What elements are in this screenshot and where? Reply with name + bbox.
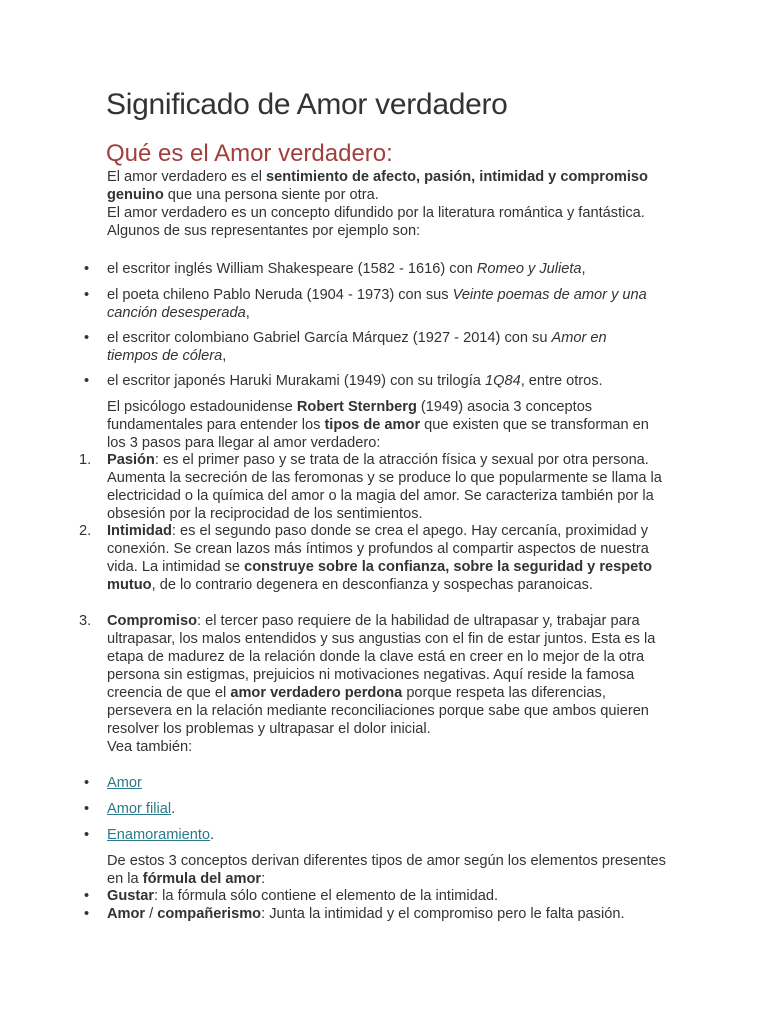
item-text-end: , entre otros. (520, 373, 603, 389)
page-title: Significado de Amor verdadero (106, 88, 508, 121)
author-name: Robert Sternberg (296, 399, 417, 415)
step-text: : es el primer paso y se trata de la atracción física y sexual por otra persona. Aumenta la secreción de las feromonas y se produce lo que popularmente se llama la electricidad o la química del amor o la magia del amor. Se caracteriza también por la obsesión por la reciprocidad de los sentimientos. (107, 452, 662, 522)
item-text: el poeta chileno Pablo Neruda (1904 - 1973) con sus (107, 287, 453, 303)
bullet: • (84, 827, 90, 843)
paragraph-text-end: : (261, 871, 266, 887)
step-term: Compromiso (107, 613, 197, 629)
link-suffix: . (210, 827, 215, 843)
type-term: Gustar (107, 888, 155, 904)
step-bold: amor verdadero perdona (230, 685, 403, 701)
work-title: Romeo y Julieta (476, 261, 582, 277)
bullet: • (84, 801, 90, 817)
type-term: Amor (107, 906, 146, 922)
paragraph-text: De estos 3 conceptos derivan diferentes tipos de amor según los elementos presentes en la (107, 853, 666, 887)
bullet: • (84, 906, 90, 922)
intro-block (107, 168, 667, 240)
section-heading: Qué es el Amor verdadero: (106, 140, 393, 167)
intro-bold: sentimiento de afecto, pasión, intimidad y compromiso genuino (107, 169, 648, 203)
intro-text: El amor verdadero es el (107, 169, 266, 185)
item-text-end: , (581, 261, 586, 277)
bullet: • (84, 775, 90, 791)
type-text: : la fórmula sólo contiene el elemento de la intimidad. (154, 888, 499, 904)
work-title: 1Q84 (484, 373, 521, 389)
paragraph-text: El psicólogo estadounidense (107, 399, 297, 415)
type-term-2: compañerismo (157, 906, 262, 922)
item-number: 1. (79, 452, 92, 468)
work-title: Veinte poemas de amor y una canción desesperada (107, 287, 647, 321)
paragraph-text: que existen que se transforman en los 3 pasos para llegar al amor verdadero: (107, 417, 649, 451)
item-number: 3. (79, 613, 92, 629)
link-amor-filial[interactable]: Amor filial (107, 801, 172, 817)
item-number: 2. (79, 523, 92, 539)
bold-term: fórmula del amor (142, 871, 262, 887)
type-separator: / (145, 906, 158, 922)
bullet: • (84, 888, 90, 904)
work-title: Amor en tiempos de cólera (107, 330, 607, 364)
item-text: el escritor colombiano Gabriel García Márquez (1927 - 2014) con su (107, 330, 552, 346)
step-text: : el tercer paso requiere de la habilidad de ultrapasar y, trabajar para ultrapasar, los malos entendidos y sus angustias con el fin de estar juntos. Esta es la etapa de madurez de la relación donde la clave está en creer en lo mejor de la otra persona sin estigmas, prejuicios ni motivaciones negativas. Aquí reside la famosa creencia de que el (107, 613, 656, 701)
type-text: : Junta la intimidad y el compromiso pero le falta pasión. (261, 906, 625, 922)
link-suffix: . (171, 801, 176, 817)
step-text-end: porque respeta las diferencias, persevera en la relación mediante reconciliaciones porque sabe que ambos quieren resolver los problemas y ultrapasar el dolor inicial. (107, 685, 649, 737)
item-text: el escritor japonés Haruki Murakami (1949) con su trilogía (107, 373, 485, 389)
see-also-label: Vea también: (107, 739, 193, 755)
bullet: • (84, 330, 90, 346)
bullet: • (84, 261, 90, 277)
intro-paragraph-1 (107, 168, 667, 204)
formula-paragraph (107, 852, 667, 888)
step-term: Intimidad (107, 523, 172, 539)
step-term: Pasión (107, 452, 155, 468)
sternberg-paragraph (107, 398, 667, 452)
bold-term: tipos de amor (324, 417, 421, 433)
link-enamoramiento[interactable]: Enamoramiento (107, 827, 211, 843)
item-text-end: , (222, 348, 227, 364)
step-bold: construye sobre la confianza, sobre la seguridad y respeto mutuo (107, 559, 653, 593)
step-text-end: , de lo contrario degenera en desconfianza y sospechas paranoicas. (151, 577, 593, 593)
item-text-end: , (245, 305, 250, 321)
item-text: el escritor inglés William Shakespeare (1582 - 1616) con (107, 261, 477, 277)
bullet: • (84, 287, 90, 303)
intro-text-end: que una persona siente por otra. (163, 187, 379, 203)
link-amor[interactable]: Amor (107, 775, 142, 791)
paragraph-text: (1949) asocia 3 conceptos fundamentales para entender los (107, 399, 593, 433)
intro-paragraph-2: El amor verdadero es un concepto difundido por la literatura romántica y fantástica. Algunos de sus representantes por ejemplo son: (107, 205, 645, 239)
bullet: • (84, 373, 90, 389)
step-text: : es el segundo paso donde se crea el apego. Hay cercanía, proximidad y conexión. Se crean lazos más íntimos y profundos al compartir aspectos de nuestra vida. La intimidad se (107, 523, 649, 575)
